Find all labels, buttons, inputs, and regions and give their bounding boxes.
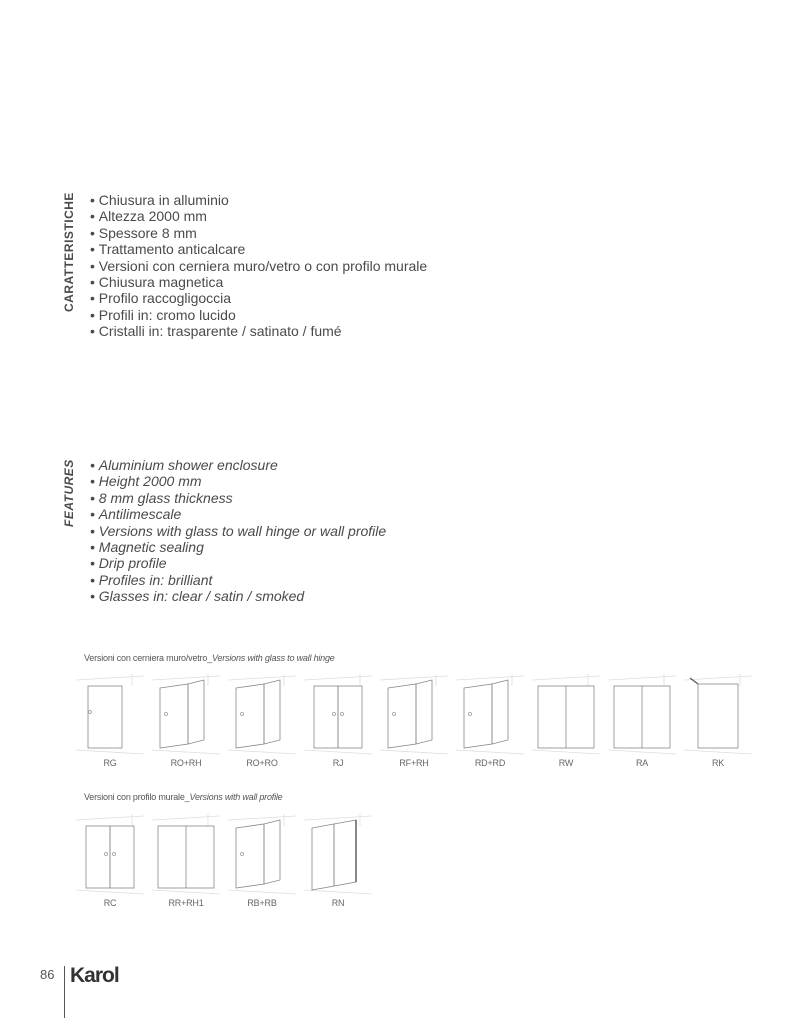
enclosure-config	[380, 674, 448, 774]
enclosure-code: RR+RH1	[168, 898, 204, 908]
wall-versions-caption	[84, 792, 282, 802]
list-item: • Profili in: cromo lucido	[90, 307, 510, 323]
enclosure-diagram	[152, 814, 220, 896]
caption-italian: Versioni con profilo murale_	[84, 792, 190, 802]
enclosure-code: RW	[558, 758, 574, 768]
list-item: • Chiusura magnetica	[90, 274, 510, 290]
list-item: • Chiusura in alluminio	[90, 192, 510, 208]
enclosure-config	[304, 674, 372, 774]
page-number: 86	[40, 967, 55, 982]
enclosure-code: RB+RB	[247, 898, 277, 908]
caption-italian: Versioni con cerniera muro/vetro_	[84, 653, 212, 663]
list-item: • Antilimescale	[90, 506, 510, 522]
enclosure-diagram	[76, 814, 144, 896]
enclosure-config	[228, 814, 296, 914]
enclosure-diagram	[380, 674, 448, 756]
enclosure-config	[684, 674, 752, 774]
list-item: • Profiles in: brilliant	[90, 572, 510, 588]
enclosure-code: RD+RD	[474, 758, 506, 768]
enclosure-config	[152, 814, 220, 914]
features-section	[62, 457, 522, 607]
enclosure-diagram	[228, 674, 296, 756]
enclosure-diagram	[456, 674, 524, 756]
list-item: • Height 2000 mm	[90, 473, 510, 489]
caption-english: Versions with glass to wall hinge	[211, 653, 335, 663]
enclosure-config	[228, 674, 296, 774]
enclosure-code: RK	[711, 758, 725, 768]
enclosure-diagram	[532, 674, 600, 756]
enclosure-config	[152, 674, 220, 774]
hinge-versions-caption	[84, 653, 335, 663]
enclosure-diagram	[684, 674, 752, 756]
enclosure-config	[456, 674, 524, 774]
enclosure-code: RC	[103, 898, 117, 908]
enclosure-diagram	[304, 814, 372, 896]
features-label: FEATURES	[62, 459, 76, 527]
enclosure-config	[532, 674, 600, 774]
list-item: • 8 mm glass thickness	[90, 490, 510, 506]
brand-logo: Karol	[70, 964, 119, 987]
list-item: • Spessore 8 mm	[90, 225, 510, 241]
enclosure-config	[76, 674, 144, 774]
caption-english: Versions with wall profile	[189, 792, 283, 802]
enclosure-diagram	[608, 674, 676, 756]
list-item: • Glasses in: clear / satin / smoked	[90, 588, 510, 604]
enclosure-diagram	[152, 674, 220, 756]
list-item: • Cristalli in: trasparente / satinato / fumé	[90, 323, 510, 339]
list-item: • Drip profile	[90, 555, 510, 571]
features-list	[90, 457, 510, 605]
enclosure-code: RF+RH	[399, 758, 429, 768]
enclosure-code: RA	[635, 758, 649, 768]
list-item: • Magnetic sealing	[90, 539, 510, 555]
enclosure-code: RN	[331, 898, 345, 908]
enclosure-diagram	[228, 814, 296, 896]
caratteristiche-section	[62, 192, 522, 342]
enclosure-code: RG	[103, 758, 117, 768]
enclosure-code: RO+RO	[246, 758, 278, 768]
footer-divider	[64, 966, 65, 1018]
enclosure-config	[76, 814, 144, 914]
enclosure-config	[608, 674, 676, 774]
enclosure-code: RO+RH	[170, 758, 202, 768]
enclosure-diagram	[76, 674, 144, 756]
caratteristiche-label: CARATTERISTICHE	[62, 192, 76, 312]
list-item: • Profilo raccogligoccia	[90, 290, 510, 306]
enclosure-config	[304, 814, 372, 914]
list-item: • Altezza 2000 mm	[90, 208, 510, 224]
list-item: • Versions with glass to wall hinge or wall profile	[90, 523, 510, 539]
enclosure-code: RJ	[332, 758, 344, 768]
enclosure-diagram	[304, 674, 372, 756]
list-item: • Versioni con cerniera muro/vetro o con profilo murale	[90, 258, 510, 274]
list-item: • Aluminium shower enclosure	[90, 457, 510, 473]
caratteristiche-list	[90, 192, 510, 340]
list-item: • Trattamento anticalcare	[90, 241, 510, 257]
